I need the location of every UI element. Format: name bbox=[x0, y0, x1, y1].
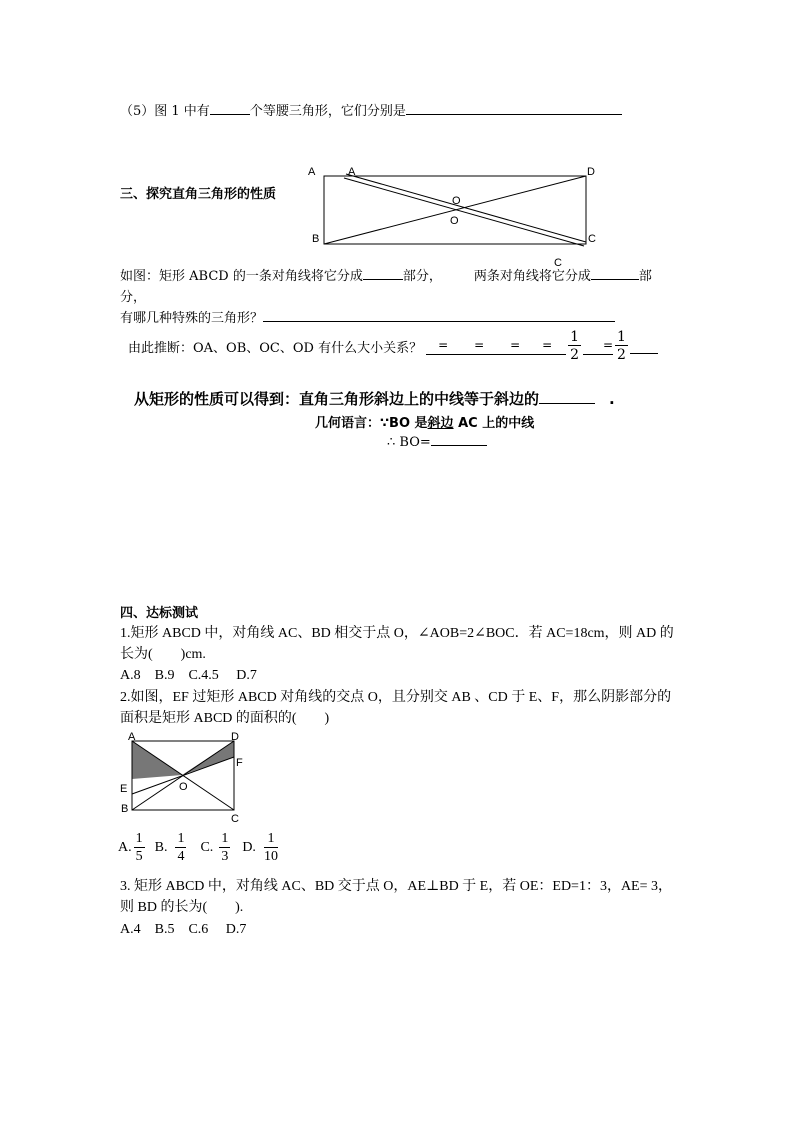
answer-blank[interactable] bbox=[263, 307, 615, 322]
answer-blank[interactable] bbox=[431, 431, 487, 446]
therefore-line bbox=[387, 431, 487, 450]
text: AC 上的中线 bbox=[453, 416, 535, 431]
inference-line bbox=[128, 326, 658, 366]
q1-line-2: 长为( )cm. bbox=[120, 647, 206, 662]
option-fraction bbox=[134, 832, 145, 864]
label-a: A bbox=[128, 731, 136, 743]
answer-blank[interactable] bbox=[583, 338, 613, 355]
label-a: A bbox=[308, 166, 316, 178]
answer-blank[interactable] bbox=[630, 339, 658, 354]
q2-options bbox=[118, 828, 280, 868]
diagonal-ac-upper bbox=[346, 174, 586, 242]
label-c: C bbox=[588, 233, 596, 245]
text: 从矩形的性质可以得到：直角三角形斜边上的中线等于斜边的 bbox=[134, 390, 540, 408]
section-3-line-1 bbox=[120, 265, 652, 284]
q5-mid: 个等腰三角形，它们分别是 bbox=[249, 104, 406, 119]
equals-sign: = bbox=[510, 337, 521, 352]
section-3-line-3 bbox=[120, 307, 615, 326]
denominator: 5 bbox=[135, 849, 143, 864]
rectangle-figure-1 bbox=[300, 160, 610, 270]
label-o: O bbox=[179, 781, 188, 793]
label-b: B bbox=[121, 803, 129, 815]
option-fraction bbox=[175, 832, 186, 864]
label-f: F bbox=[236, 757, 243, 769]
section-3-title: 三、探究直角三角形的性质 bbox=[120, 187, 277, 202]
answer-blank[interactable] bbox=[363, 265, 403, 280]
text: 几何语言：∵BO 是 bbox=[315, 416, 428, 431]
numerator: 1 bbox=[264, 832, 278, 848]
q1-options: A.8 B.9 C.4.5 D.7 bbox=[120, 668, 257, 683]
text: 有哪几种特殊的三角形？ bbox=[120, 311, 264, 326]
section-4-title: 四、达标测试 bbox=[120, 606, 199, 621]
text: . bbox=[609, 390, 615, 408]
option-letter: B. bbox=[154, 840, 168, 855]
equals-sign: = bbox=[603, 337, 614, 352]
label-o: O bbox=[452, 195, 461, 207]
option-letter: D. bbox=[242, 840, 256, 855]
denominator: 3 bbox=[221, 849, 229, 864]
denominator: 4 bbox=[177, 849, 185, 864]
denominator: 10 bbox=[263, 849, 278, 864]
q5-prefix: （5）图 1 中有 bbox=[120, 104, 210, 119]
text: 如图：矩形 ABCD 的一条对角线将它分成 bbox=[120, 269, 363, 284]
denominator: 2 bbox=[617, 347, 626, 363]
label-b: B bbox=[312, 233, 320, 245]
section-3-line-2: 分， bbox=[120, 290, 147, 305]
answer-blank[interactable] bbox=[426, 338, 566, 355]
equals-sign: = bbox=[438, 337, 449, 352]
numerator: 1 bbox=[177, 831, 185, 846]
answer-blank[interactable] bbox=[406, 100, 622, 115]
fraction-half bbox=[568, 330, 581, 362]
denominator: 2 bbox=[570, 347, 579, 363]
q2-line-1: 2.如图，EF 过矩形 ABCD 对角线的交点 O，且分别交 AB 、CD 于 E、F，那么阴影部分的 bbox=[120, 690, 672, 705]
label-c: C bbox=[231, 813, 239, 825]
numerator: 1 bbox=[221, 831, 229, 846]
answer-blank[interactable] bbox=[539, 387, 595, 404]
shaded-triangle-left bbox=[132, 741, 182, 779]
option-letter: A. bbox=[118, 840, 132, 855]
label-c-2: C bbox=[554, 257, 562, 269]
numerator: 1 bbox=[617, 329, 626, 345]
option-letter: C. bbox=[200, 840, 214, 855]
answer-blank[interactable] bbox=[210, 100, 250, 115]
text: ∴ BO= bbox=[387, 435, 431, 450]
option-fraction bbox=[219, 832, 230, 864]
question-5 bbox=[120, 100, 622, 119]
text: 斜边 bbox=[427, 416, 454, 431]
rectangle-figure-2 bbox=[118, 728, 250, 826]
q2-line-2: 面积是矩形 ABCD 的面积的( ) bbox=[120, 711, 330, 726]
conclusion bbox=[134, 387, 615, 409]
q3-line-1: 3. 矩形 ABCD 中，对角线 AC、BD 交于点 O，AE⊥BD 于 E，若 OE：ED=1：3，AE= 3， bbox=[120, 879, 673, 894]
label-a-2: A bbox=[348, 166, 356, 178]
numerator: 1 bbox=[135, 831, 143, 846]
q3-line-2: 则 BD 的长为( ). bbox=[120, 900, 244, 915]
diagonal-bd bbox=[324, 176, 586, 244]
equals-sign: = bbox=[542, 337, 553, 352]
text: 部 bbox=[638, 269, 652, 284]
option-fraction bbox=[264, 832, 278, 864]
fraction-half bbox=[615, 330, 628, 362]
equals-sign: = bbox=[474, 337, 485, 352]
q1-line-1: 1.矩形 ABCD 中，对角线 AC、BD 相交于点 O，∠AOB=2∠BOC．若 AC=18cm，则 AD 的 bbox=[120, 626, 674, 641]
label-o-2: O bbox=[450, 215, 459, 227]
diagonal-ac-lower bbox=[344, 178, 584, 246]
text: 部分， bbox=[402, 269, 442, 284]
label-e: E bbox=[120, 783, 128, 795]
numerator: 1 bbox=[570, 329, 579, 345]
geometry-language bbox=[315, 412, 534, 431]
answer-blank[interactable] bbox=[591, 265, 639, 280]
q3-options: A.4 B.5 C.6 D.7 bbox=[120, 922, 247, 937]
text: 由此推断：OA、OB、OC、OD 有什么大小关系？ bbox=[128, 340, 423, 356]
label-d: D bbox=[587, 166, 595, 178]
text: 两条对角线将它分成 bbox=[473, 269, 591, 284]
label-d: D bbox=[231, 731, 239, 743]
